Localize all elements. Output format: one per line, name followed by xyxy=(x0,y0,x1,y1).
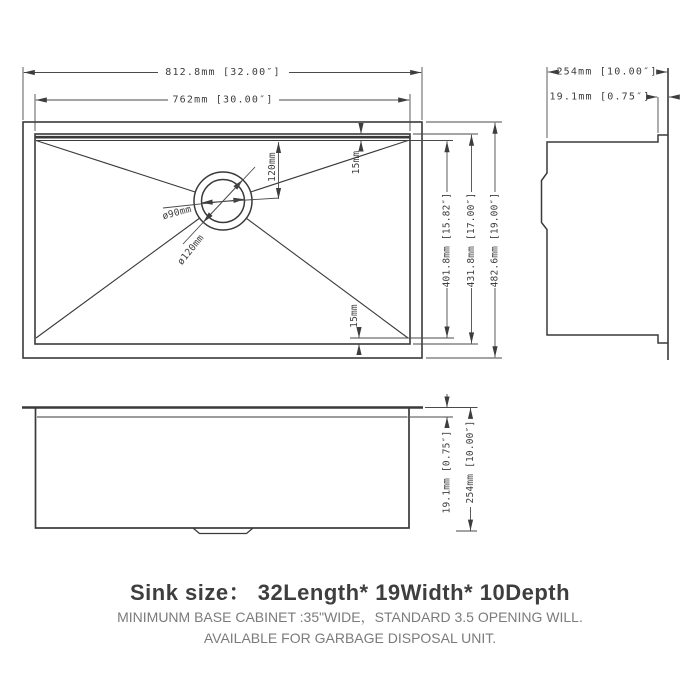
right-dimension-extensions xyxy=(350,122,502,358)
dim-drain-offset: 120mm xyxy=(267,152,278,182)
dim-overall-height: 482.6mm [19.00″] xyxy=(489,192,501,288)
dim-side-rim-group xyxy=(650,97,677,133)
dim-drain-outer-diameter: ø120mm xyxy=(175,232,207,268)
sink-size-title: Sink size： 32Length* 19Width* 10Depth xyxy=(129,580,571,605)
dim-side-depth: 254mm [10.00″] xyxy=(556,66,658,78)
dim-front-depth: 254mm [10.00″] xyxy=(465,420,476,504)
front-view-bowl-rect xyxy=(36,408,410,529)
caption-block xyxy=(0,576,700,649)
dim-bowl-height: 431.8mm [17.00″] xyxy=(466,192,477,288)
note-line-2: AVAILABLE FOR GARBAGE DISPOSAL UNIT. xyxy=(203,630,497,646)
dim-side-depth-group xyxy=(547,67,667,138)
note-line-1: MINIMUNM BASE CABINET :35"WIDE，STANDARD 3.5 OPENING WILL. xyxy=(117,609,583,625)
side-view-body-outline xyxy=(542,135,669,343)
front-view-drawing xyxy=(22,394,478,534)
dim-front-rim: 19.1mm [0.75″] xyxy=(441,430,453,514)
dim-bowl-width: 762mm [30.00″] xyxy=(172,94,274,106)
dim-flat-bottom-height: 401.8mm [15.82″] xyxy=(441,192,453,288)
top-view-drawing xyxy=(23,67,502,358)
top-view-outer-rect xyxy=(23,122,422,358)
dim-bottom-inset: 15mm xyxy=(349,304,360,328)
dim-overall-width: 812.8mm [32.00″] xyxy=(165,67,281,78)
side-view-drawing xyxy=(542,67,678,361)
dim-side-rim: 19.1mm [0.75″] xyxy=(549,91,651,103)
dim-drain-inner-diameter: ø90mm xyxy=(161,203,193,223)
dim-top-inset: 15mm xyxy=(351,150,362,175)
